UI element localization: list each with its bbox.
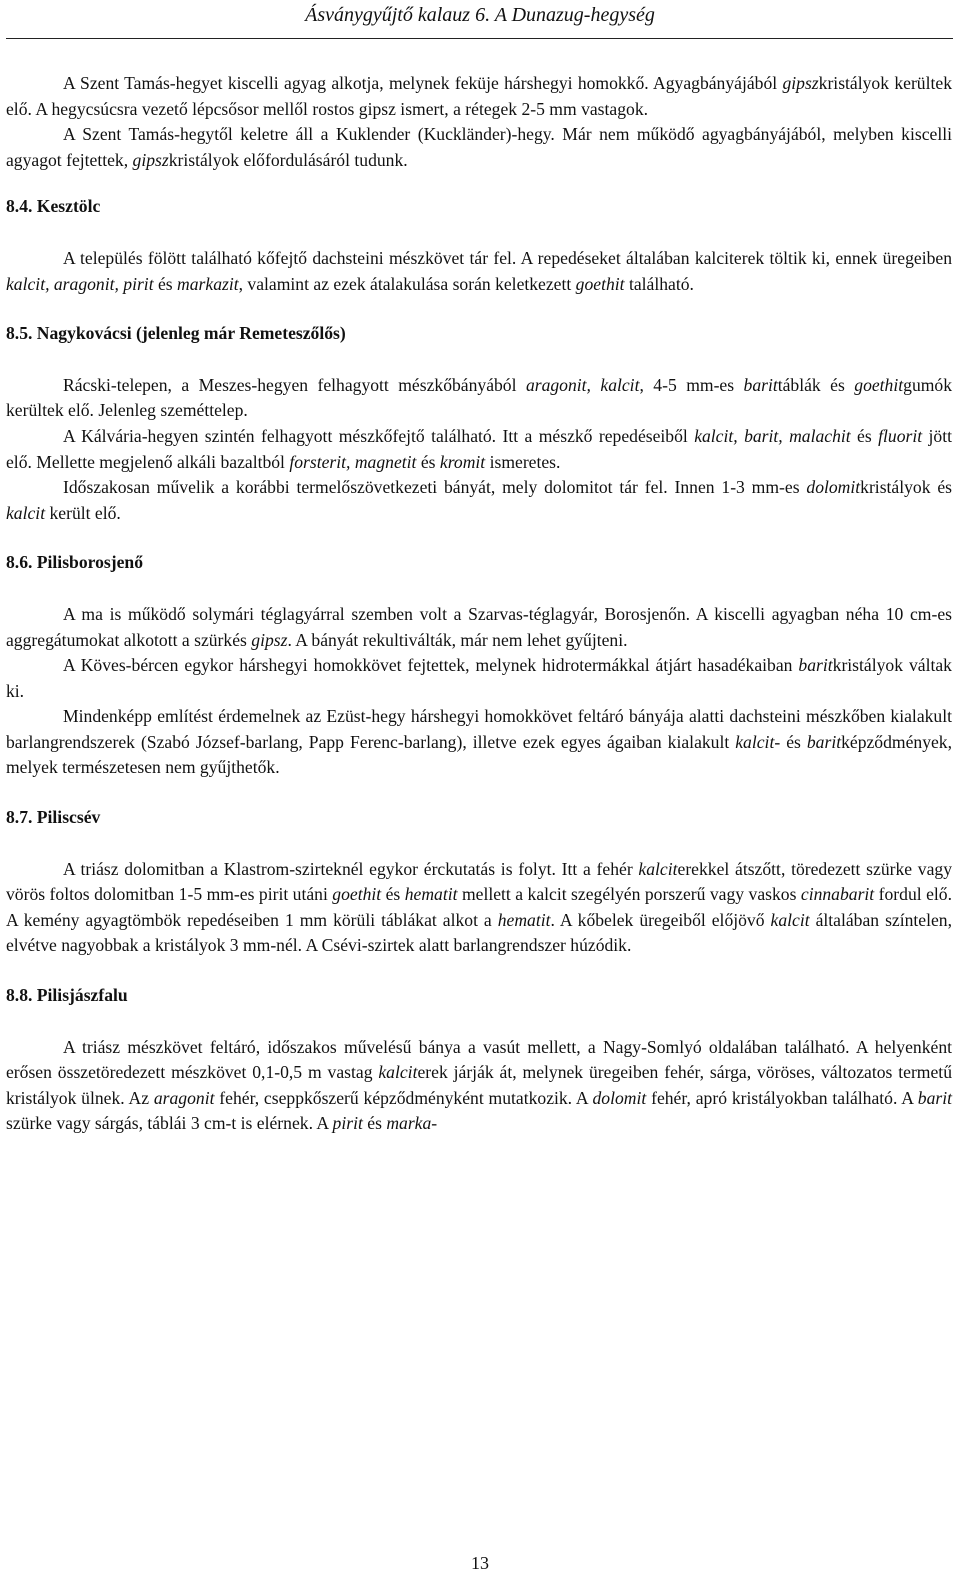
paragraph-kesztolc: A település fölött található kőfejtő dachsteini mészkövet tár fel. A repedéseket általában kalciterek töltik ki, ennek üregeiben kalcit, aragonit, pirit és markazit, valamint az ezek átalakulása során keletkezett goethit található. [6, 247, 952, 294]
page-content [6, 71, 952, 1137]
header-rule [6, 38, 953, 39]
paragraph-koves-berc: A Köves-bércen egykor hárshegyi homokkövet fejtettek, melynek hidrotermákkal átjárt hasadékaiban baritkristályok váltak ki. [6, 655, 952, 701]
paragraph-klastrom-szirtek: A triász dolomitban a Klastrom-szirteknél egykor érckutatás is folyt. Itt a fehér kalciterekkel átszőtt, töredezett szürke vagy vörös foltos dolomitban 1-5 mm-es pirit utáni goethit és hematit mellett a kalcit szegélyén porszerű vagy vaskos cinnabarit fordul elő. A kemény agyagtömbök repedéseiben 1 mm körüli táblákat alkot a hematit. A kőbelek üregeiből előjövő kalcit általában színtelen, elvétve nagyobbak a kristályok 3 mm-nél. A Csévi-szirtek alatt barlangrendszer húzódik. [6, 858, 953, 956]
running-header: Ásványgyűjtő kalauz 6. A Dunazug-hegység [305, 4, 655, 26]
paragraph-ezust-hegy: Mindenképp említést érdemelnek az Ezüst-hegy hárshegyi homokkövet feltáró bányája alatti dachsteini mészkőben kialakult barlangrendszerek (Szabó József-barlang, Papp Ferenc-barlang), illetve ezek egyes ágaiban kialakult kalcit- és baritképződmények, melyek természetesen nem gyűjthetők. [6, 706, 952, 778]
paragraph-racski-telep: Rácski-telepen, a Meszes-hegyen felhagyott mészkőbányából aragonit, kalcit, 4-5 mm-es barittáblák és goethitgumók kerültek elő. Jelenleg szeméttelep. [6, 374, 953, 421]
page-number: 13 [471, 1553, 489, 1573]
section-heading-pilisborosjeno: 8.6. Pilisborosjenő [6, 552, 144, 573]
paragraph-szent-tamas: A Szent Tamás-hegyet kiscelli agyag alkotja, melynek feküje hárshegyi homokkő. Agyagbányájából gipszkristályok kerültek elő. A hegycsúcsra vezető lépcsősor mellől rostos gipsz ismert, a rétegek 2-5 mm vastagok. [6, 73, 952, 119]
section-heading-nagykovacsi: 8.5. Nagykovácsi (jelenleg már Remeteszőlős) [6, 323, 346, 344]
paragraph-kalvaria-hegy: A Kálvária-hegyen szintén felhagyott mészkőfejtő található. Itt a mészkő repedéseiből kalcit, barit, malachit és fluorit jött elő. Mellette megjelenő alkáli bazaltból forsterit, magnetit és kromit ismeretes. [6, 425, 952, 472]
paragraph-tsz-banya: Időszakosan művelik a korábbi termelőszövetkezeti bányát, mely dolomitot tár fel. Innen 1-3 mm-es dolomitkristályok és kalcit került elő. [6, 477, 953, 523]
section-heading-piliscsev: 8.7. Piliscsév [6, 807, 101, 828]
section-heading-kesztolc: 8.4. Kesztölc [6, 196, 101, 217]
paragraph-nagy-somlyo: A triász mészkövet feltáró, időszakos művelésű bánya a vasút mellett, a Nagy-Somlyó oldalában található. A helyenként erősen összetöredezett mészkövet 0,1-0,5 m vastag kalciterek járják át, melynek üregeiben fehér, sárga, vöröses, változatos termetű kristályok ülnek. Az aragonit fehér, cseppkőszerű képződményként mutatkozik. A dolomit fehér, apró kristályokban található. A barit szürke vagy sárgás, táblái 3 cm-t is elérnek. A pirit és marka- [6, 1036, 952, 1134]
section-heading-pilisjaszfalu: 8.8. Pilisjászfalu [6, 985, 128, 1006]
paragraph-teglagyar: A ma is működő solymári téglagyárral szemben volt a Szarvas-téglagyár, Borosjenőn. A kiscelli agyagban néha 10 cm-es aggregátumokat alkotott a szürkés gipsz. A bányát rekultiválták, már nem lehet gyűjteni. [6, 603, 952, 650]
paragraph-kuklender: A Szent Tamás-hegytől keletre áll a Kuklender (Kuckländer)-hegy. Már nem működő agyagbányájából, melyben kiscelli agyagot fejtettek, gipszkristályok előfordulásáról tudunk. [6, 124, 952, 170]
